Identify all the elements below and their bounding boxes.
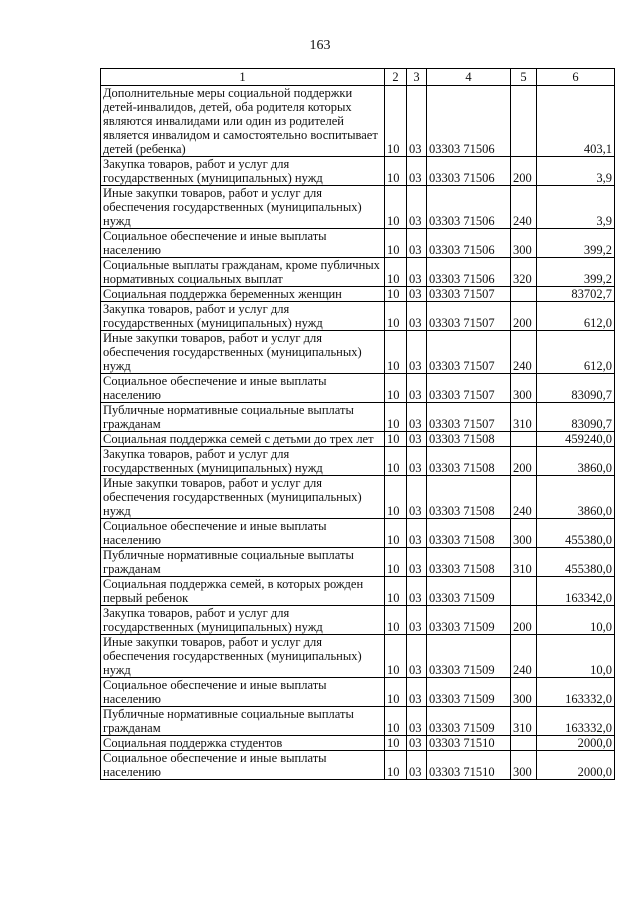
table-row — [101, 548, 615, 577]
row-section-cell: 10 — [385, 374, 407, 403]
row-section-cell: 10 — [385, 519, 407, 548]
row-subsection-cell: 03 — [407, 258, 427, 287]
row-target-article-cell: 03303 71508 — [427, 548, 511, 577]
table-row — [101, 577, 615, 606]
table-row — [101, 229, 615, 258]
row-amount-cell: 10,0 — [537, 606, 615, 635]
row-section-cell: 10 — [385, 229, 407, 258]
row-subsection-cell: 03 — [407, 186, 427, 229]
row-target-article-cell: 03303 71509 — [427, 678, 511, 707]
row-subsection-cell: 03 — [407, 403, 427, 432]
row-name-cell: Социальная поддержка семей с детьми до трех лет — [101, 432, 385, 447]
row-section-cell: 10 — [385, 635, 407, 678]
row-name-cell: Иные закупки товаров, работ и услуг для обеспечения государственных (муниципальных) нужд — [101, 476, 385, 519]
row-target-article-cell: 03303 71508 — [427, 432, 511, 447]
page-number: 163 — [309, 38, 331, 53]
row-subsection-cell: 03 — [407, 577, 427, 606]
row-section-cell: 10 — [385, 258, 407, 287]
table-row — [101, 678, 615, 707]
row-subsection-cell: 03 — [407, 606, 427, 635]
row-amount-cell: 83090,7 — [537, 374, 615, 403]
row-target-article-cell: 03303 71506 — [427, 86, 511, 157]
row-name-cell: Публичные нормативные социальные выплаты гражданам — [101, 707, 385, 736]
row-target-article-cell: 03303 71507 — [427, 302, 511, 331]
row-amount-cell: 83090,7 — [537, 403, 615, 432]
row-name-cell: Закупка товаров, работ и услуг для государственных (муниципальных) нужд — [101, 157, 385, 186]
row-amount-cell: 3,9 — [537, 157, 615, 186]
column-header: 6 — [537, 69, 615, 86]
row-name-cell: Закупка товаров, работ и услуг для государственных (муниципальных) нужд — [101, 447, 385, 476]
row-target-article-cell: 03303 71509 — [427, 577, 511, 606]
row-expense-type-cell: 300 — [511, 678, 537, 707]
row-section-cell: 10 — [385, 86, 407, 157]
row-target-article-cell: 03303 71507 — [427, 403, 511, 432]
row-subsection-cell: 03 — [407, 476, 427, 519]
row-expense-type-cell: 240 — [511, 476, 537, 519]
row-expense-type-cell — [511, 577, 537, 606]
row-subsection-cell: 03 — [407, 229, 427, 258]
row-section-cell: 10 — [385, 577, 407, 606]
table-row — [101, 635, 615, 678]
table-row — [101, 606, 615, 635]
row-target-article-cell: 03303 71507 — [427, 374, 511, 403]
row-subsection-cell: 03 — [407, 736, 427, 751]
row-section-cell: 10 — [385, 751, 407, 780]
row-name-cell: Иные закупки товаров, работ и услуг для обеспечения государственных (муниципальных) нужд — [101, 331, 385, 374]
row-target-article-cell: 03303 71508 — [427, 476, 511, 519]
row-amount-cell: 2000,0 — [537, 751, 615, 780]
row-target-article-cell: 03303 71506 — [427, 186, 511, 229]
row-subsection-cell: 03 — [407, 751, 427, 780]
row-expense-type-cell: 310 — [511, 548, 537, 577]
row-name-cell: Социальное обеспечение и иные выплаты населению — [101, 519, 385, 548]
column-header: 5 — [511, 69, 537, 86]
row-name-cell: Публичные нормативные социальные выплаты гражданам — [101, 548, 385, 577]
row-section-cell: 10 — [385, 186, 407, 229]
row-amount-cell: 163342,0 — [537, 577, 615, 606]
row-section-cell: 10 — [385, 548, 407, 577]
row-section-cell: 10 — [385, 432, 407, 447]
row-subsection-cell: 03 — [407, 635, 427, 678]
row-expense-type-cell: 300 — [511, 751, 537, 780]
row-section-cell: 10 — [385, 287, 407, 302]
table-row — [101, 157, 615, 186]
table-row — [101, 287, 615, 302]
row-expense-type-cell: 300 — [511, 374, 537, 403]
table-row — [101, 331, 615, 374]
row-expense-type-cell: 200 — [511, 302, 537, 331]
row-expense-type-cell — [511, 432, 537, 447]
row-target-article-cell: 03303 71506 — [427, 258, 511, 287]
row-amount-cell: 10,0 — [537, 635, 615, 678]
table-row — [101, 736, 615, 751]
column-header: 3 — [407, 69, 427, 86]
row-subsection-cell: 03 — [407, 707, 427, 736]
row-expense-type-cell: 200 — [511, 606, 537, 635]
row-section-cell: 10 — [385, 736, 407, 751]
row-amount-cell: 3,9 — [537, 186, 615, 229]
row-target-article-cell: 03303 71509 — [427, 707, 511, 736]
row-name-cell: Социальное обеспечение и иные выплаты населению — [101, 751, 385, 780]
column-header: 4 — [427, 69, 511, 86]
row-amount-cell: 3860,0 — [537, 447, 615, 476]
row-expense-type-cell: 200 — [511, 447, 537, 476]
row-amount-cell: 399,2 — [537, 229, 615, 258]
row-amount-cell: 612,0 — [537, 331, 615, 374]
row-expense-type-cell: 240 — [511, 186, 537, 229]
row-amount-cell: 612,0 — [537, 302, 615, 331]
row-target-article-cell: 03303 71510 — [427, 736, 511, 751]
row-expense-type-cell: 300 — [511, 229, 537, 258]
table-row — [101, 403, 615, 432]
row-section-cell: 10 — [385, 606, 407, 635]
row-name-cell: Социальная поддержка семей, в которых рожден первый ребенок — [101, 577, 385, 606]
row-subsection-cell: 03 — [407, 157, 427, 186]
row-subsection-cell: 03 — [407, 447, 427, 476]
row-name-cell: Закупка товаров, работ и услуг для государственных (муниципальных) нужд — [101, 606, 385, 635]
row-subsection-cell: 03 — [407, 287, 427, 302]
row-target-article-cell: 03303 71508 — [427, 519, 511, 548]
budget-table — [100, 68, 615, 780]
row-name-cell: Иные закупки товаров, работ и услуг для обеспечения государственных (муниципальных) нужд — [101, 186, 385, 229]
row-target-article-cell: 03303 71506 — [427, 157, 511, 186]
row-subsection-cell: 03 — [407, 519, 427, 548]
row-name-cell: Социальное обеспечение и иные выплаты населению — [101, 229, 385, 258]
table-row — [101, 86, 615, 157]
row-amount-cell: 455380,0 — [537, 519, 615, 548]
row-name-cell: Социальное обеспечение и иные выплаты населению — [101, 678, 385, 707]
row-section-cell: 10 — [385, 476, 407, 519]
row-amount-cell: 3860,0 — [537, 476, 615, 519]
row-target-article-cell: 03303 71507 — [427, 287, 511, 302]
row-section-cell: 10 — [385, 302, 407, 331]
table-row — [101, 447, 615, 476]
row-subsection-cell: 03 — [407, 548, 427, 577]
row-expense-type-cell: 320 — [511, 258, 537, 287]
row-name-cell: Публичные нормативные социальные выплаты гражданам — [101, 403, 385, 432]
column-header: 1 — [101, 69, 385, 86]
row-section-cell: 10 — [385, 447, 407, 476]
row-amount-cell: 403,1 — [537, 86, 615, 157]
row-expense-type-cell: 240 — [511, 635, 537, 678]
row-amount-cell: 163332,0 — [537, 707, 615, 736]
row-target-article-cell: 03303 71509 — [427, 635, 511, 678]
row-section-cell: 10 — [385, 157, 407, 186]
row-name-cell: Социальные выплаты гражданам, кроме публичных нормативных социальных выплат — [101, 258, 385, 287]
row-subsection-cell: 03 — [407, 302, 427, 331]
row-expense-type-cell: 310 — [511, 707, 537, 736]
row-amount-cell: 2000,0 — [537, 736, 615, 751]
row-amount-cell: 455380,0 — [537, 548, 615, 577]
row-expense-type-cell — [511, 287, 537, 302]
table-row — [101, 258, 615, 287]
row-subsection-cell: 03 — [407, 331, 427, 374]
row-expense-type-cell: 310 — [511, 403, 537, 432]
row-expense-type-cell — [511, 86, 537, 157]
row-section-cell: 10 — [385, 707, 407, 736]
row-amount-cell: 83702,7 — [537, 287, 615, 302]
row-expense-type-cell: 240 — [511, 331, 537, 374]
row-section-cell: 10 — [385, 331, 407, 374]
table-row — [101, 751, 615, 780]
column-header: 2 — [385, 69, 407, 86]
row-name-cell: Социальная поддержка беременных женщин — [101, 287, 385, 302]
row-expense-type-cell: 300 — [511, 519, 537, 548]
row-section-cell: 10 — [385, 403, 407, 432]
table-header-row — [101, 69, 615, 86]
row-expense-type-cell — [511, 736, 537, 751]
table-row — [101, 374, 615, 403]
row-name-cell: Социальное обеспечение и иные выплаты населению — [101, 374, 385, 403]
table-row — [101, 519, 615, 548]
row-target-article-cell: 03303 71507 — [427, 331, 511, 374]
row-target-article-cell: 03303 71510 — [427, 751, 511, 780]
table-row — [101, 707, 615, 736]
row-amount-cell: 163332,0 — [537, 678, 615, 707]
row-target-article-cell: 03303 71506 — [427, 229, 511, 258]
row-section-cell: 10 — [385, 678, 407, 707]
row-expense-type-cell: 200 — [511, 157, 537, 186]
row-subsection-cell: 03 — [407, 86, 427, 157]
row-subsection-cell: 03 — [407, 374, 427, 403]
table-row — [101, 476, 615, 519]
row-name-cell: Социальная поддержка студентов — [101, 736, 385, 751]
table-row — [101, 302, 615, 331]
row-amount-cell: 459240,0 — [537, 432, 615, 447]
row-name-cell: Закупка товаров, работ и услуг для государственных (муниципальных) нужд — [101, 302, 385, 331]
row-subsection-cell: 03 — [407, 432, 427, 447]
row-subsection-cell: 03 — [407, 678, 427, 707]
row-name-cell: Дополнительные меры социальной поддержки детей-инвалидов, детей, оба родителя которых являются инвалидами или один из родителей является инвалидом и самостоятельно воспитывает детей (ребенка) — [101, 86, 385, 157]
row-amount-cell: 399,2 — [537, 258, 615, 287]
row-target-article-cell: 03303 71508 — [427, 447, 511, 476]
table-row — [101, 432, 615, 447]
row-target-article-cell: 03303 71509 — [427, 606, 511, 635]
table-row — [101, 186, 615, 229]
row-name-cell: Иные закупки товаров, работ и услуг для обеспечения государственных (муниципальных) нужд — [101, 635, 385, 678]
